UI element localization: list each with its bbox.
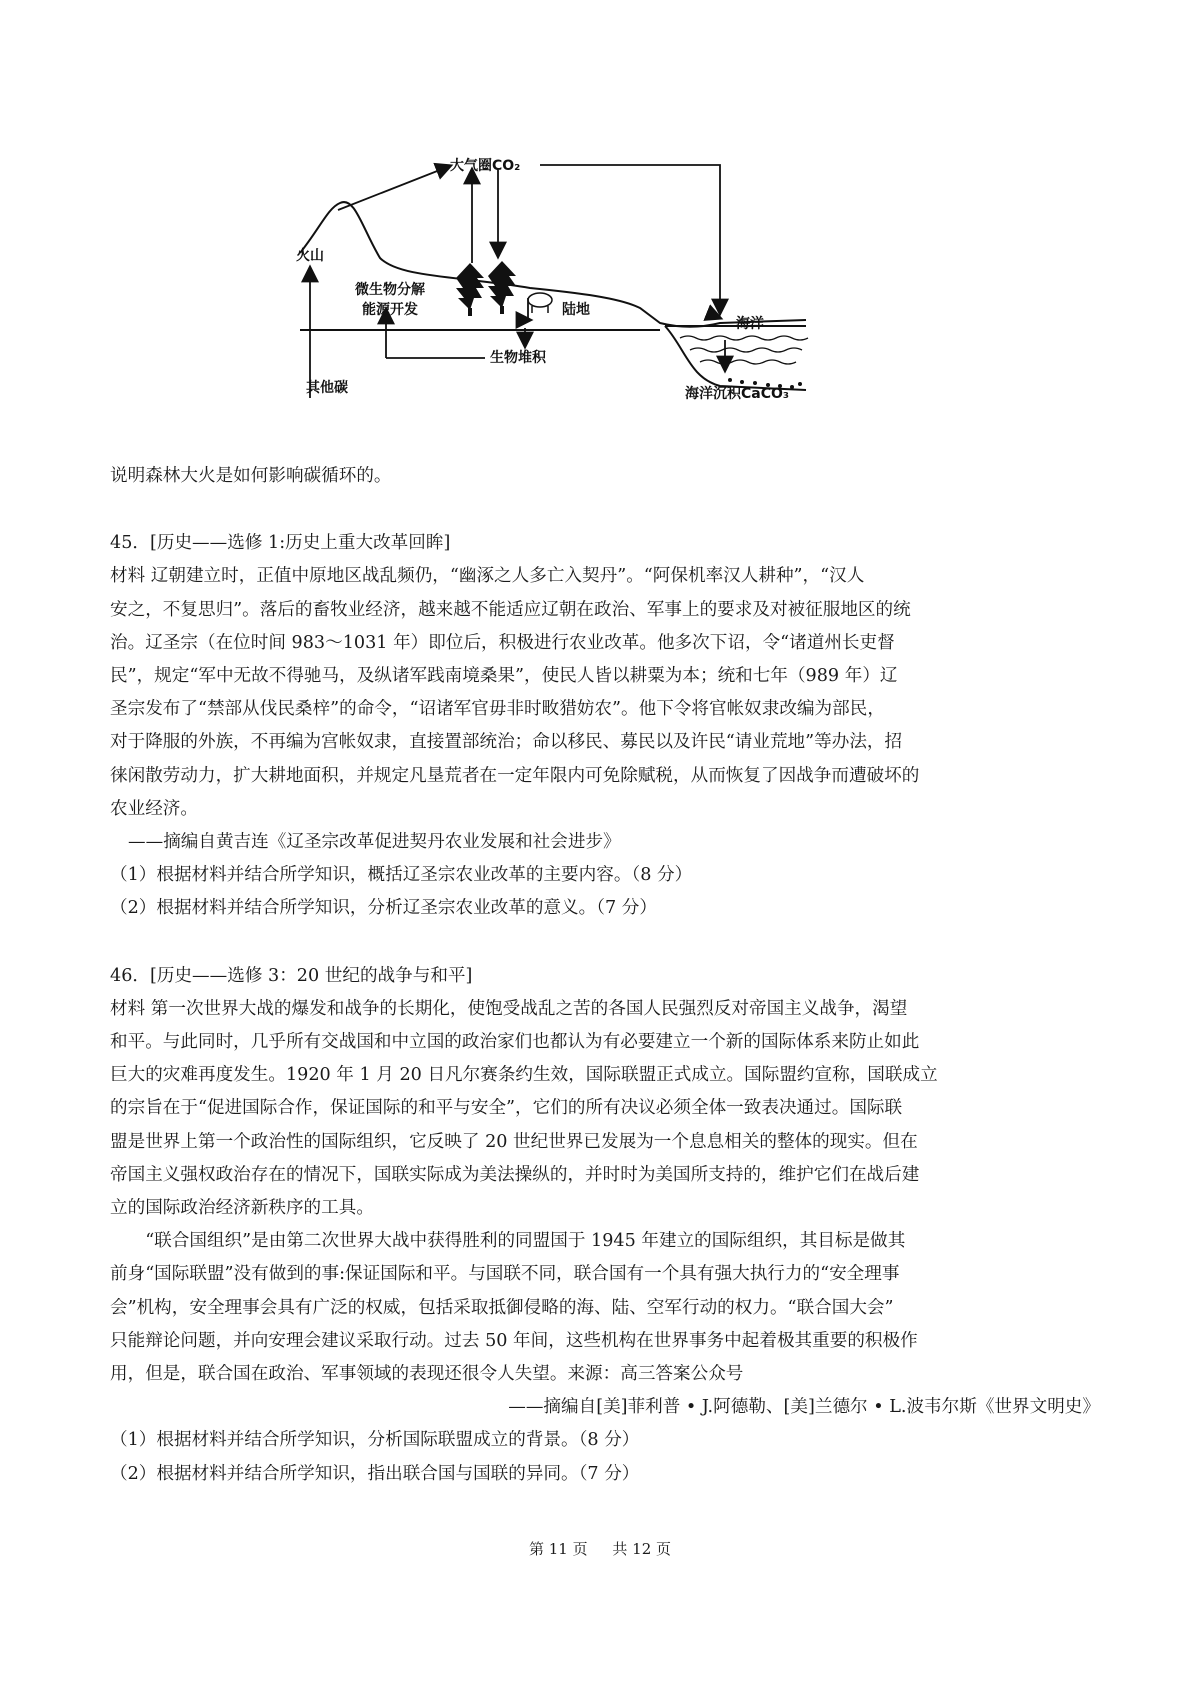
carbon-cycle-diagram [296,148,906,458]
label-volcano: 火山 [296,248,324,264]
q45-citation: ——摘编自黄吉连《辽圣宗改革促进契丹农业发展和社会进步》 [128,832,621,853]
label-bio-deposit: 生物堆积 [490,350,546,366]
label-ocean: 海洋 [736,316,764,332]
q46-material2-line: 只能辩论问题，并向安理会建议采取行动。过去 50 年间，这些机构在世界事务中起着极其重要的积极作 [110,1330,918,1351]
label-energy: 能源开发 [362,302,418,318]
label-decompose: 微生物分解 [355,282,425,298]
q45-subquestion-1: （1）根据材料并结合所学知识，概括辽圣宗农业改革的主要内容。（8 分） [110,865,693,886]
q46-title: 46．[历史——选修 3：20 世纪的战争与和平] [110,965,473,986]
page-total: 共 12 页 [612,1540,672,1558]
page-footer [0,1538,1200,1559]
page-number: 第 11 页 [528,1540,588,1558]
q46-material-line: 和平。与此同时，几乎所有交战国和中立国的政治家们也都认为有必要建立一个新的国际体系来防止如此 [110,1032,920,1053]
q46-material-line: 盟是世界上第一个政治性的国际组织，它反映了 20 世纪世界已发展为一个息息相关的整体的现实。但在 [110,1131,918,1152]
q46-subquestion-2: （2）根据材料并结合所学知识，指出联合国与国联的异同。（7 分） [110,1463,640,1484]
label-ocean-sediment: 海洋沉积CaCO₃ [685,386,790,402]
q46-subquestion-1: （1）根据材料并结合所学知识，分析国际联盟成立的背景。（8 分） [110,1430,640,1451]
tree-icon [456,263,484,316]
q45-subquestion-2: （2）根据材料并结合所学知识，分析辽圣宗农业改革的意义。（7 分） [110,898,657,919]
tree-icon [488,261,516,314]
q46-material-line: 帝国主义强权政治存在的情况下，国联实际成为美法操纵的，并时时为美国所支持的，维护它们在战后建 [110,1164,920,1185]
animal-icon [528,293,552,313]
page-content [110,460,1100,1491]
q46-material-line: 立的国际政治经济新秩序的工具。 [110,1198,374,1219]
atmosphere-to-ocean-arrow [540,165,720,313]
volcano-to-atmosphere-arrow [338,166,450,210]
q45-material-line: 治。辽圣宗（在位时间 983～1031 年）即位后，积极进行农业改革。他多次下诏，令“诸道州长吏督 [110,632,895,653]
q46-material2-line: 前身“国际联盟”没有做到的事:保证国际和平。与国联不同，联合国有一个具有强大执行力的“安全理事 [110,1264,900,1285]
q46-material-line: 巨大的灾难再度发生。1920 年 1 月 20 日凡尔赛条约生效，国际联盟正式成立。国际盟约宣称，国联成立 [110,1065,938,1086]
label-land: 陆地 [562,302,590,318]
q45-material-line: 对于降服的外族，不再编为宫帐奴隶，直接置部统治；命以移民、募民以及许民“请业荒地”等办法，招 [110,732,903,753]
q45-material-line: 徕闲散劳动力，扩大耕地面积，并规定凡垦荒者在一定年限内可免除赋税，从而恢复了因战争而遭破坏的 [110,765,920,786]
q45-material-line: 圣宗发布了“禁部从伐民桑梓”的命令，“诏诸军官毋非时畋猎妨农”。他下令将官帐奴隶改编为部民， [110,699,885,720]
q45-material-line: 农业经济。 [110,798,198,819]
label-atmosphere: 大气圈CO₂ [450,158,521,174]
q45-material-line: 材料 辽朝建立时，正值中原地区战乱频仍，“幽涿之人多亡入契丹”。“阿保机率汉人耕种”，“汉人 [110,566,865,587]
q46-material2-line: 会”机构，安全理事会具有广泛的权威，包括采取抵御侵略的海、陆、空军行动的权力。“联合国大会” [110,1297,894,1318]
q46-material-line: 的宗旨在于“促进国际合作，保证国际的和平与安全”，它们的所有决议必须全体一致表决通过。国际联 [110,1098,903,1119]
q46-material-line: 材料 第一次世界大战的爆发和战争的长期化，使饱受战乱之苦的各国人民强烈反对帝国主义战争，渴望 [110,998,908,1019]
q45-material-line: 民”，规定“军中无故不得驰马，及纵诸军践南境桑果”，使民人皆以耕粟为本；统和七年（989 年）辽 [110,666,898,687]
q45-title: 45．[历史——选修 1:历史上重大改革回眸] [110,533,451,554]
q46-material2-line: “联合国组织”是由第二次世界大战中获得胜利的同盟国于 1945 年建立的国际组织，其目标是做其 [145,1231,906,1252]
ocean-waves [680,336,808,364]
label-other-carbon: 其他碳 [306,380,348,396]
q46-material2-line: 用，但是，联合国在政治、军事领域的表现还很令人失望。来源：高三答案公众号 [110,1364,744,1385]
q46-citation: ——摘编自[美]菲利普 • J.阿德勒、[美]兰德尔 • L.波韦尔斯《世界文明史》 [508,1397,1100,1418]
question-44-tail: 说明森林大火是如何影响碳循环的。 [110,466,392,486]
q45-material-line: 安之，不复思归”。落后的畜牧业经济，越来越不能适应辽朝在政治、军事上的要求及对被征服地区的统 [110,599,911,620]
